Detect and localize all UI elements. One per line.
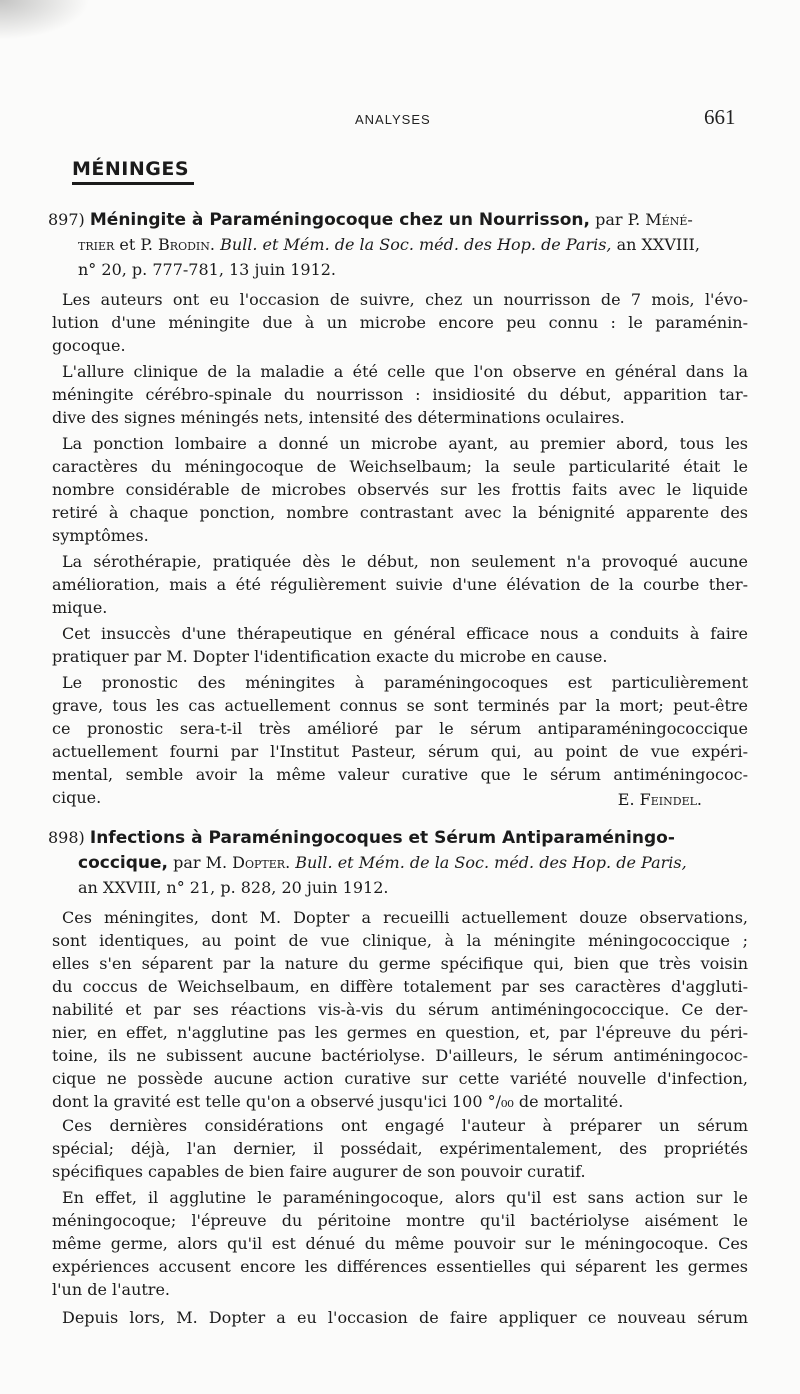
text-line: nier, en effet, n'agglutine pas les germes en question, et, par l'épreuve du péri- [52,1023,748,1042]
abstract-title: Infections à Paraméningocoques et Sérum Antiparaméningo- [89,828,675,848]
text-line: toine, ils ne subissent aucune bactériolyse. D'ailleurs, le sérum antiméningococ- [52,1046,748,1065]
journal-volume: an XXVIII, [611,235,700,254]
author-prefix: par M. [168,853,233,872]
abstract-number: 898) [48,828,85,847]
author-name: Dopter [232,853,286,872]
text-line: cique. [52,788,102,807]
abstract-898-heading [48,828,675,848]
author-name: Brodin [158,235,210,254]
text-line: méningite cérébro-spinale du nourrisson : insidiosité du début, apparition tar- [52,385,748,404]
text-line: nombre considérable de microbes observés sur les frottis faits avec le liquide [52,480,748,499]
abstract-897-reference: trier et P. Brodin. Bull. et Mém. de la Soc. méd. des Hop. de Paris, an XXVIII, [78,235,700,254]
text-line: même germe, alors qu'il est dénué du même pouvoir sur le méningocoque. Ces [52,1234,748,1253]
abstract-897 [48,210,748,810]
section-underline [72,182,194,185]
text-line: En effet, il agglutine le paraméningocoque, alors qu'il est sans action sur le [62,1188,748,1207]
text-line: elles s'en séparent par la nature du germe spécifique qui, bien que très voisin [52,954,748,973]
text-line: Cet insuccès d'une thérapeutique en général efficace nous a conduits à faire [62,624,748,643]
text-line: mique. [52,598,108,617]
text-line: amélioration, mais a été régulièrement suivie d'une élévation de la courbe ther- [52,575,748,594]
text-line: actuellement fourni par l'Institut Pasteur, sérum qui, au point de vue expéri- [52,742,748,761]
text-line: L'allure clinique de la maladie a été celle que l'on observe en général dans la [62,362,748,381]
text-line: cique ne possède aucune action curative sur cette variété nouvelle d'infection, [52,1069,748,1088]
text-line: Ces méningites, dont M. Dopter a recueilli actuellement douze observations, [62,908,748,927]
abstract-signature: E. Feindel. [617,790,702,809]
text-line: caractères du méningocoque de Weichselbaum; la seule particularité était le [52,457,748,476]
journal-reference: Bull. et Mém. de la Soc. méd. des Hop. de Paris, [215,235,612,254]
text-line: dont la gravité est telle qu'on a observé jusqu'ici 100 °/₀₀ de mortalité. [52,1092,624,1111]
text-line: grave, tous les cas actuellement connus se sont terminés par la mort; peut-être [52,696,748,715]
abstract-898-reference: coccique, par M. Dopter. Bull. et Mém. de la Soc. méd. des Hop. de Paris, [78,853,687,873]
text-line: l'un de l'autre. [52,1280,170,1299]
text-line: spécifiques capables de bien faire augurer de son pouvoir curatif. [52,1162,586,1181]
text-line: Les auteurs ont eu l'occasion de suivre, chez un nourrisson de 7 mois, l'évo- [62,290,748,309]
text-line: La sérothérapie, pratiquée dès le début, non seulement n'a provoqué aucune [62,552,748,571]
text-line: lution d'une méningite due à un microbe encore peu connu : le paraménin- [52,313,748,332]
text-line: symptômes. [52,526,149,545]
text-line: dive des signes méningés nets, intensité des déterminations oculaires. [52,408,625,427]
text-line: La ponction lombaire a donné un microbe ayant, au premier abord, tous les [62,434,748,453]
scan-shadow [0,0,90,40]
section-title: MÉNINGES [72,158,190,180]
text-line: sont identiques, au point de vue clinique, à la méningite méningococcique ; [52,931,748,950]
text-line: ce pronostic sera-t-il très amélioré par le sérum antiparaméningococcique [52,719,748,738]
abstract-number: 897) [48,210,85,229]
text-line: Le pronostic des méningites à paraméningocoques est particulièrement [62,673,748,692]
running-head: ANALYSES [355,112,431,127]
text-line: du coccus de Weichselbaum, en diffère totalement par ses caractères d'aggluti- [52,977,748,996]
journal-reference: Bull. et Mém. de la Soc. méd. des Hop. de Paris, [290,853,687,872]
text-line: Depuis lors, M. Dopter a eu l'occasion de faire appliquer ce nouveau sérum [62,1308,748,1327]
text-line: spécial; déjà, l'an dernier, il possédait, expérimentalement, des propriétés [52,1139,748,1158]
text-line: Ces dernières considérations ont engagé l'auteur à préparer un sérum [62,1116,748,1135]
text-line: mental, semble avoir la même valeur curative que le sérum antiméningococ- [52,765,748,784]
author-joiner: et P. [114,235,159,254]
text-line: expériences accusent encore les différences essentielles qui séparent les germes [52,1257,748,1276]
abstract-898-citation: an XXVIII, n° 21, p. 828, 20 juin 1912. [78,878,389,897]
abstract-897-citation: n° 20, p. 777-781, 13 juin 1912. [78,260,337,279]
author-name: trier [78,235,115,254]
text-line: nabilité et par ses réactions vis-à-vis du sérum antiméningococcique. Ce der- [52,1000,748,1019]
abstract-title: Méningite à Paraméningocoque chez un Nourrisson, [89,210,590,230]
text-line: méningocoque; l'épreuve du péritoine montre qu'il bactériolyse aisément le [52,1211,748,1230]
text-line: pratiquer par M. Dopter l'identification exacte du microbe en cause. [52,647,608,666]
abstract-898 [48,828,748,1348]
abstract-title-continued: coccique, [78,853,168,873]
text-line: retiré à chaque ponction, nombre contrastant avec la bénignité apparente des [52,503,748,522]
page-number: 661 [704,105,736,129]
author-prefix: par P. [589,210,646,229]
author-name: Méné- [645,210,693,229]
text-line: gocoque. [52,336,126,355]
abstract-897-heading [48,210,693,230]
